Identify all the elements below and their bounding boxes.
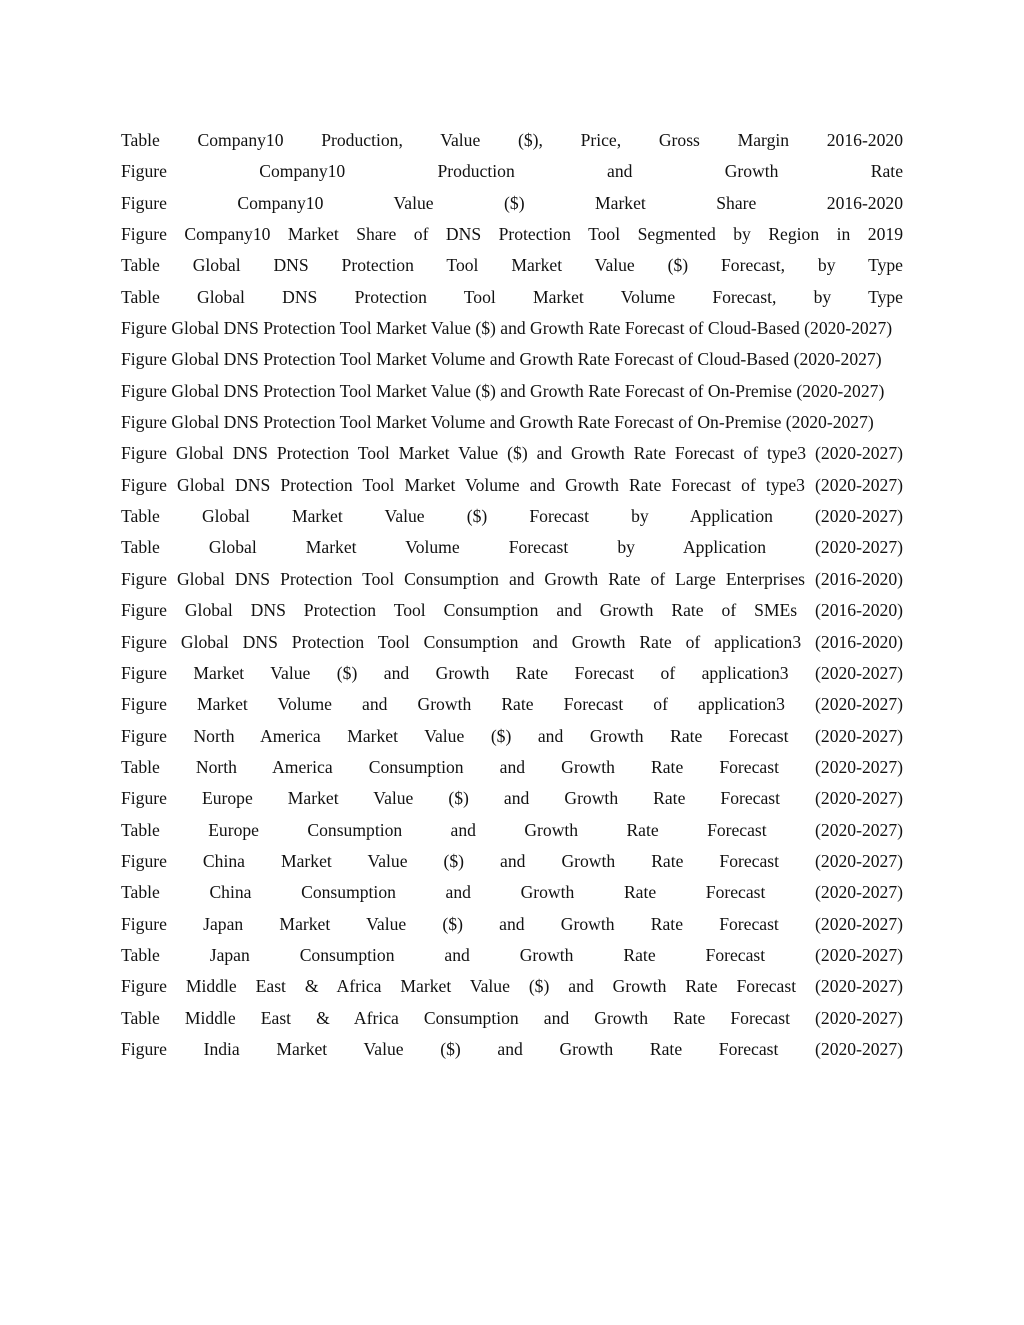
list-item: Figure Global DNS Protection Tool Market Volume and Growth Rate Forecast of type3 (2020-2027) bbox=[121, 474, 903, 495]
list-item: Figure Global DNS Protection Tool Consumption and Growth Rate of application3 (2016-2020) bbox=[121, 631, 903, 652]
list-item: Figure Europe Market Value ($) and Growth Rate Forecast (2020-2027) bbox=[121, 788, 903, 809]
list-item: Figure Global DNS Protection Tool Market Value ($) and Growth Rate Forecast of type3 (2020-2027) bbox=[121, 443, 903, 464]
list-item: Figure Global DNS Protection Tool Market Volume and Growth Rate Forecast of On-Premise (2020-2027) bbox=[121, 412, 874, 433]
list-item: Table Global DNS Protection Tool Market Value ($) Forecast, by Type bbox=[121, 255, 903, 276]
document-page bbox=[121, 125, 903, 1065]
list-item: Figure Global DNS Protection Tool Market Value ($) and Growth Rate Forecast of Cloud-Based (2020-2027) bbox=[121, 318, 893, 339]
list-item: Table Europe Consumption and Growth Rate Forecast (2020-2027) bbox=[121, 819, 903, 840]
list-item: Table Japan Consumption and Growth Rate Forecast (2020-2027) bbox=[121, 944, 903, 965]
list-item: Table China Consumption and Growth Rate Forecast (2020-2027) bbox=[121, 882, 903, 903]
list-item: Table Global Market Value ($) Forecast by Application (2020-2027) bbox=[121, 506, 903, 527]
list-item: Table Global Market Volume Forecast by Application (2020-2027) bbox=[121, 537, 903, 558]
list-item: Table North America Consumption and Growth Rate Forecast (2020-2027) bbox=[121, 756, 903, 777]
list-item: Figure Global DNS Protection Tool Market Volume and Growth Rate Forecast of Cloud-Based (2020-2027) bbox=[121, 349, 882, 370]
list-item: Figure Global DNS Protection Tool Consumption and Growth Rate of SMEs (2016-2020) bbox=[121, 600, 903, 621]
list-item: Figure Japan Market Value ($) and Growth Rate Forecast (2020-2027) bbox=[121, 913, 903, 934]
list-item: Figure North America Market Value ($) and Growth Rate Forecast (2020-2027) bbox=[121, 725, 903, 746]
list-item: Table Company10 Production, Value ($), Price, Gross Margin 2016-2020 bbox=[121, 130, 903, 150]
list-item: Table Middle East & Africa Consumption and Growth Rate Forecast (2020-2027) bbox=[121, 1007, 903, 1028]
list-item: Figure Market Value ($) and Growth Rate Forecast of application3 (2020-2027) bbox=[121, 662, 903, 683]
entry-list bbox=[121, 125, 903, 1065]
list-item: Figure Market Volume and Growth Rate Forecast of application3 (2020-2027) bbox=[121, 694, 903, 715]
list-item: Figure Company10 Market Share of DNS Protection Tool Segmented by Region in 2019 bbox=[121, 224, 903, 245]
list-item: Figure Middle East & Africa Market Value ($) and Growth Rate Forecast (2020-2027) bbox=[121, 976, 903, 997]
list-item: Figure China Market Value ($) and Growth Rate Forecast (2020-2027) bbox=[121, 850, 903, 871]
list-item: Figure Company10 Value ($) Market Share 2016-2020 bbox=[121, 192, 903, 213]
list-item: Figure Global DNS Protection Tool Consumption and Growth Rate of Large Enterprises (2016-2020) bbox=[121, 568, 903, 589]
list-item: Table Global DNS Protection Tool Market Volume Forecast, by Type bbox=[121, 286, 903, 307]
list-item: Figure Company10 Production and Growth Rate bbox=[121, 161, 903, 182]
list-item: Figure India Market Value ($) and Growth Rate Forecast (2020-2027) bbox=[121, 1038, 903, 1059]
list-item: Figure Global DNS Protection Tool Market Value ($) and Growth Rate Forecast of On-Premise (2020-2027) bbox=[121, 380, 885, 401]
